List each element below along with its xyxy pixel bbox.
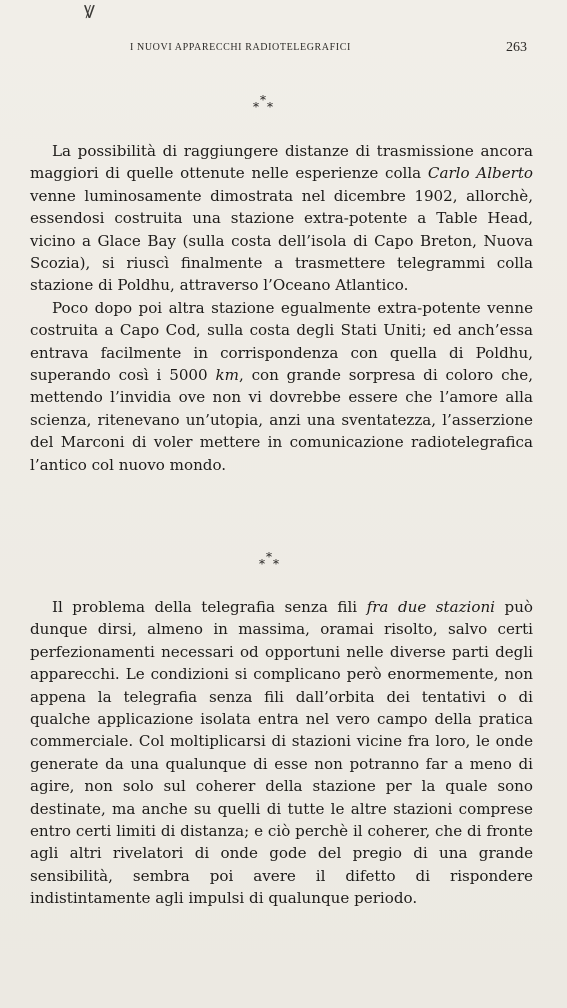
paragraph-3-text-a: Il problema della telegrafia senza fili bbox=[52, 598, 367, 616]
paragraph-2 bbox=[30, 297, 533, 476]
corner-mark: Ꝟ bbox=[84, 2, 95, 22]
paragraph-1-text-a: La possibilità di raggiungere distanze di trasmissione ancora maggiori di quelle ottenute nelle esperienze colla bbox=[30, 142, 533, 183]
paragraph-1 bbox=[30, 140, 533, 297]
section-1-text bbox=[30, 140, 533, 476]
unit-km-italic: km bbox=[215, 366, 239, 385]
phrase-italic: fra due stazioni bbox=[366, 598, 496, 616]
paragraph-2-text-b: , con grande sorpresa di coloro che, mettendo l’invidia ove non vi dovrebbe essere che l’amore alla scienza, ritenevano un’utopia, anzi una sventatezza, l’asserzione del Marconi di voler mettere in comunicazione radiotelegrafica l’antico col nuovo mondo. bbox=[30, 366, 533, 474]
asterism-star: * bbox=[259, 557, 265, 571]
paragraph-3-text-b: può dunque dirsi, almeno in massima, oramai risolto, salvo certi perfezionamenti necessari od opportuni nelle diverse parti degli apparecchi. Le condizioni si complicano però enormemente, non appena la telegrafia senza fili dall’orbita dei tentativi o di qualche applicazione isolata entra nel vero campo della pratica commerciale. Col moltiplicarsi di stazioni vicine fra loro, le onde generate da una qualunque di esse non potranno far a meno di agire, non solo sul coherer della stazione per la quale sono destinate, ma anche su quelli di tutte le altre stazioni comprese entro certi limiti di distanza; e ciò perchè il coherer, che di fronte agli altri rivelatori di onde gode del pregio di una grande sensibilità, sembra poi avere il difetto di rispondere indistintamente agli impulsi di qualunque periodo. bbox=[30, 598, 534, 908]
asterism-star: * bbox=[253, 100, 259, 114]
asterism-star: * bbox=[273, 557, 279, 571]
paragraph-3 bbox=[30, 596, 533, 910]
asterism-star: * bbox=[267, 100, 273, 114]
page-number: 263 bbox=[506, 40, 527, 55]
running-head: I NUOVI APPARECCHI RADIOTELEGRAFICI bbox=[130, 42, 351, 53]
asterism-star: * bbox=[266, 550, 272, 564]
section-divider-asterism bbox=[252, 94, 276, 112]
paragraph-2-text-a: Poco dopo poi altra stazione egualmente extra-potente venne costruita a Capo Cod, sulla costa degli Stati Uniti; ed anch’essa entrava facilmente in corrispondenza con quella di Poldhu, superando così i 5000 bbox=[30, 298, 533, 385]
ship-name-italic: Carlo Alberto bbox=[427, 164, 533, 183]
section-divider-asterism bbox=[258, 551, 282, 569]
asterism-star: * bbox=[260, 93, 266, 107]
paragraph-1-text-b: venne luminosamente dimostrata nel dicembre 1902, allorchè, essendosi costruita una stazione extra-potente a Table Head, vicino a Glace Bay (sulla costa dell’isola di Capo Breton, Nuova Scozia), si riuscì finalmente a trasmettere telegrammi colla stazione di Poldhu, attraverso l’Oceano Atlantico. bbox=[30, 186, 533, 295]
section-2-text bbox=[30, 596, 533, 910]
